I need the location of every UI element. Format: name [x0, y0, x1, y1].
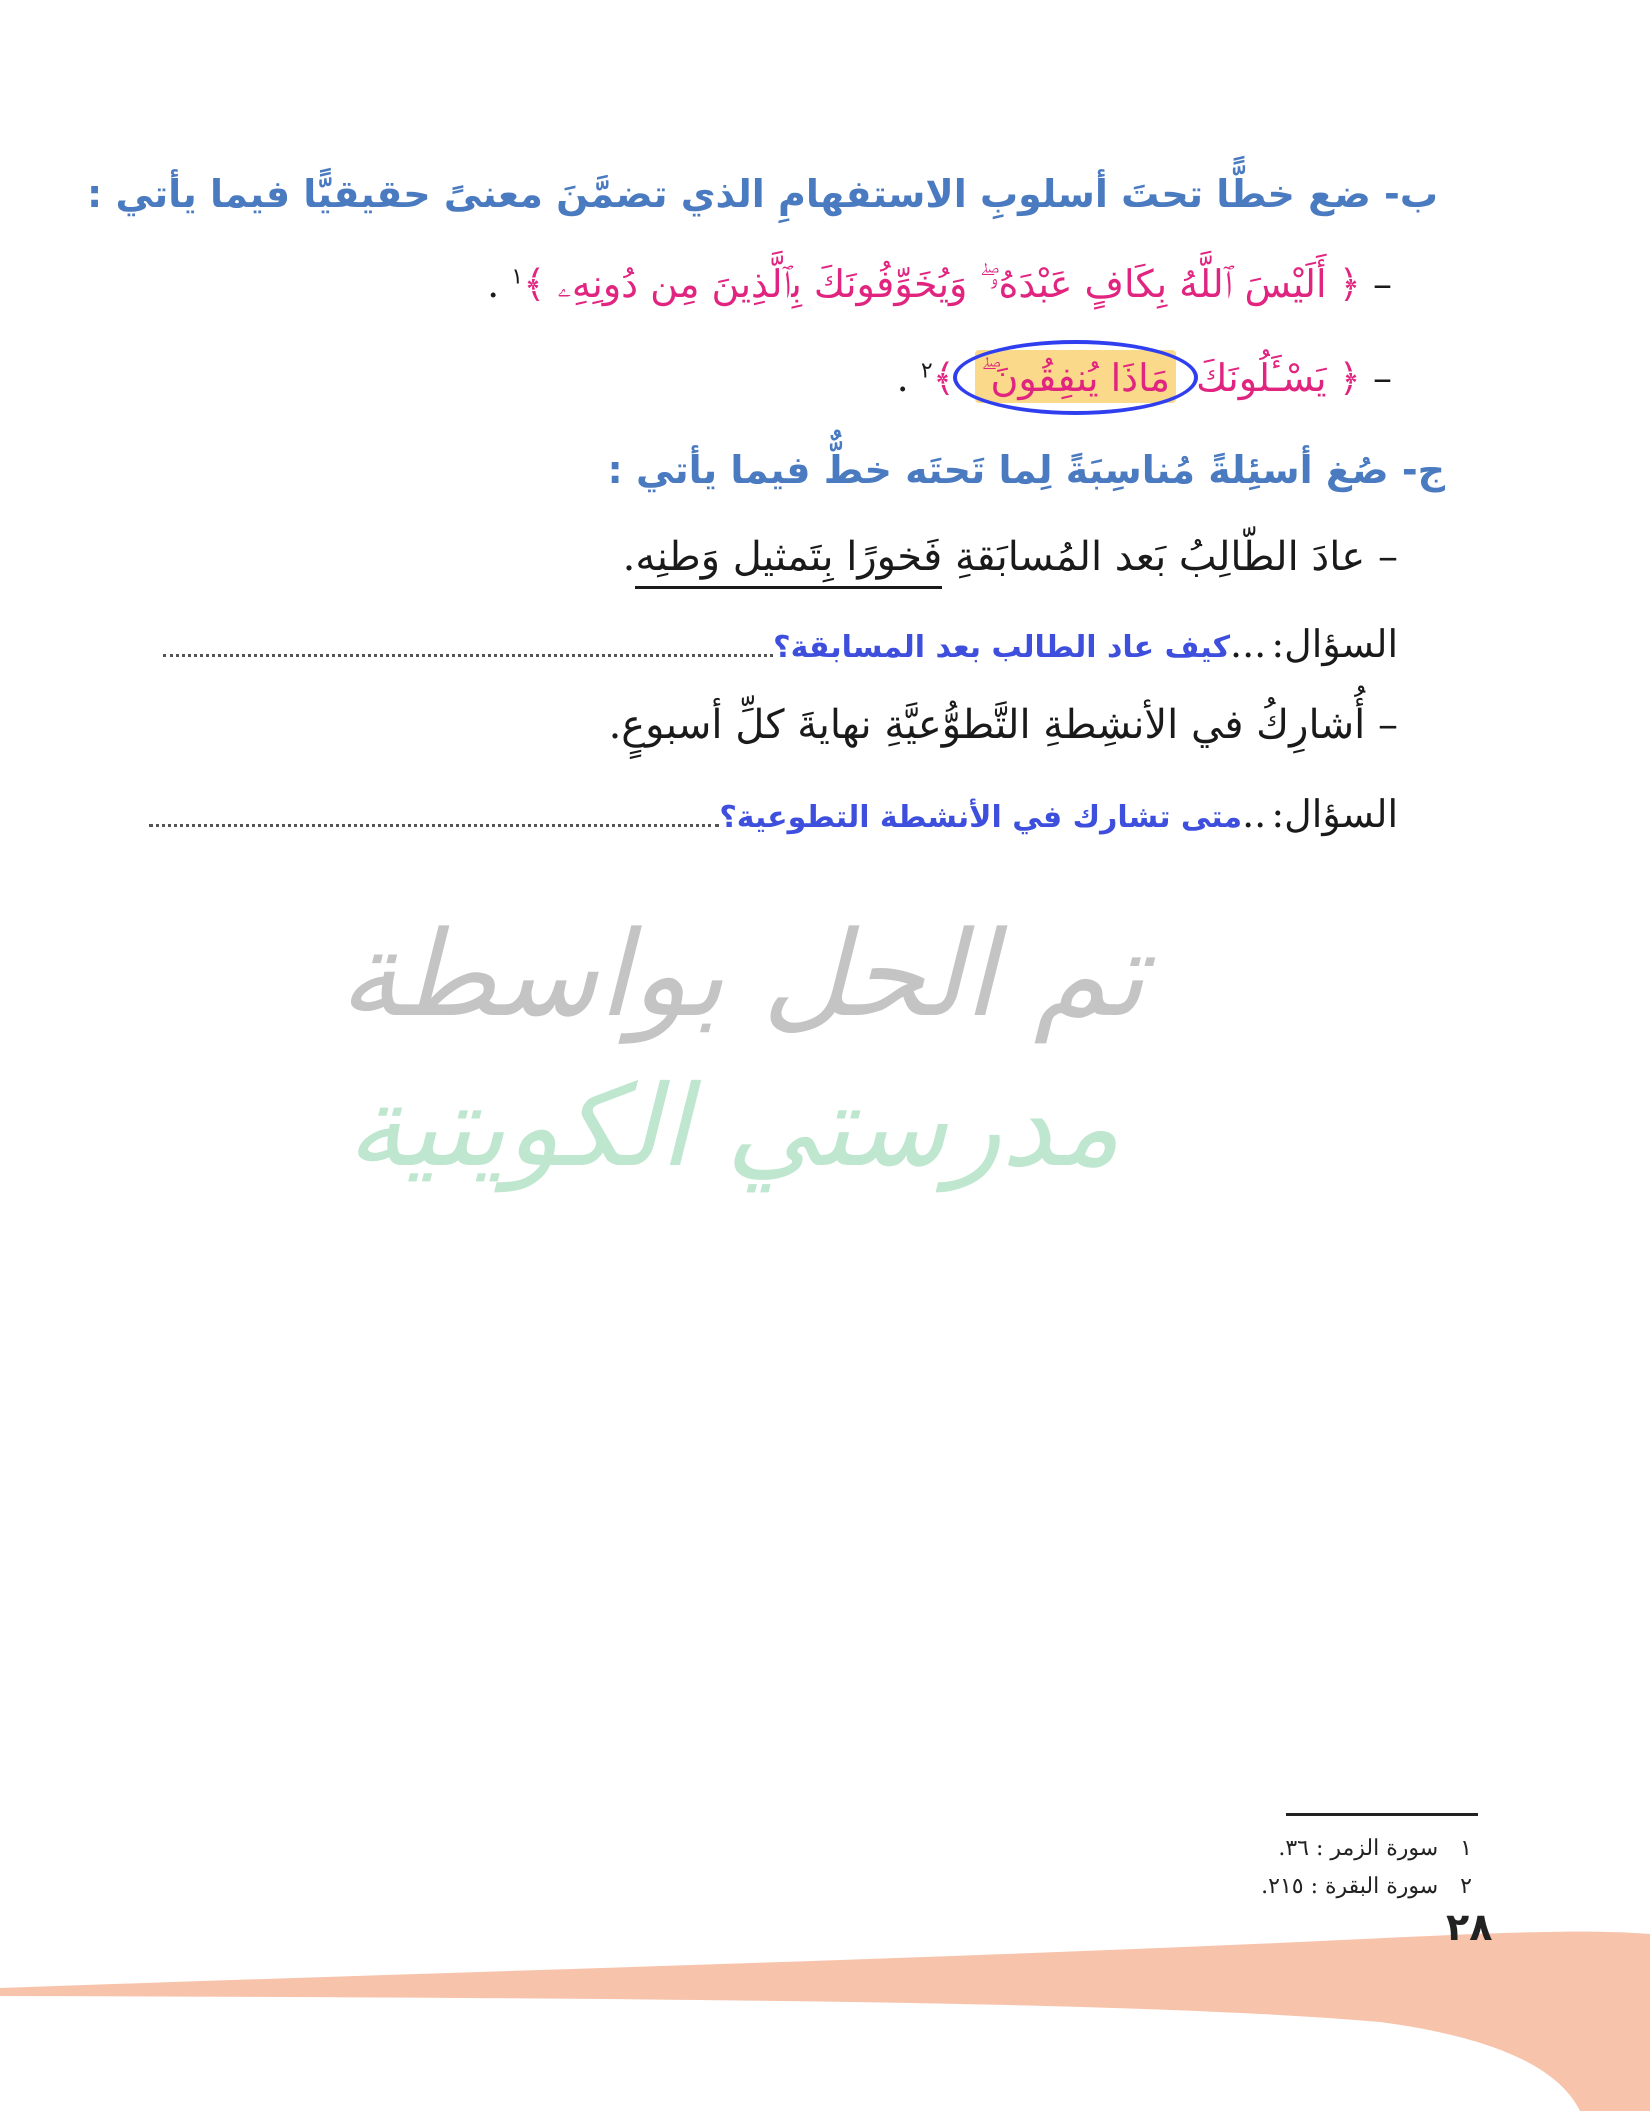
- verse-1-text: أَلَيْسَ ٱللَّهُ بِكَافٍ عَبْدَهُۥ ۖ وَيُخَوِّفُونَكَ بِٱلَّذِينَ مِن دُونِهِۦ: [557, 262, 1327, 306]
- item-2-dash: –: [1378, 702, 1398, 748]
- verse-1: [487, 262, 1392, 307]
- verse-1-close-bracket: ﴾: [523, 262, 546, 306]
- verse-2-answer-highlight: [967, 356, 1184, 401]
- verse-2-highlighted-text: مَاذَا يُنفِقُونَ ۖ: [981, 356, 1171, 400]
- question-2-answer[interactable]: متى تشارك في الأنشطة التطوعية؟: [719, 800, 1243, 835]
- item-1-dash: –: [1378, 534, 1398, 580]
- question-1-dotted-line: [163, 654, 773, 657]
- verse-2-open-bracket: ﴿: [1338, 356, 1361, 400]
- footnote-1: [1278, 1836, 1472, 1861]
- verse-1-ref: ١: [511, 264, 524, 290]
- item-1-text: عادَ الطّالِبُ بَعد المُسابَقةِ: [954, 534, 1366, 580]
- question-2-label: السؤال:: [1271, 792, 1398, 836]
- verse-2-close-bracket: ﴾: [932, 356, 955, 400]
- footnote-1-num: ١: [1460, 1836, 1472, 1861]
- verse-2-ref: ٢: [920, 358, 933, 384]
- verse-2-text-before: يَسْـَٔلُونَكَ: [1196, 356, 1327, 400]
- question-1-lead-dots: ...: [1230, 622, 1267, 666]
- watermark-line-2: مدرستي الكويتية: [346, 1062, 1120, 1192]
- question-1-label: السؤال:: [1271, 622, 1398, 666]
- section-c-heading: ج- صُغ أسئِلةً مُناسِبَةً لِما تَحتَه خطٌّ فيما يأتي :: [607, 448, 1445, 492]
- item-2: [609, 702, 1398, 748]
- question-2-lead-dots: ..: [1242, 792, 1267, 836]
- footnote-1-text: سورة الزمر : ٣٦.: [1278, 1836, 1439, 1861]
- verse-1-open-bracket: ﴿: [1338, 262, 1361, 306]
- footnote-2-num: ٢: [1460, 1874, 1472, 1899]
- verse-2: [897, 356, 1392, 401]
- verse-2-dash: –: [1373, 356, 1392, 400]
- item-1: [623, 534, 1398, 580]
- page-number: ٢٨: [1446, 1905, 1493, 1949]
- footnote-rule: [1286, 1813, 1478, 1816]
- decorative-wave: [0, 1920, 1650, 2111]
- wave-shape: [0, 1932, 1650, 2111]
- verse-2-end: .: [896, 356, 909, 400]
- verse-1-end: .: [487, 262, 500, 306]
- footnote-2-text: سورة البقرة : ٢١٥.: [1261, 1874, 1439, 1899]
- item-1-underlined: فَخورًا بِتَمثيل وَطنِه: [635, 534, 942, 589]
- question-2-dotted-line: [149, 824, 719, 827]
- footnote-2: [1261, 1874, 1472, 1899]
- item-2-text: أُشارِكُ في الأنشِطةِ التَّطوُّعيَّةِ نهايةَ كلِّ أسبوعٍ.: [608, 702, 1366, 748]
- item-1-end: .: [622, 534, 636, 580]
- question-2-row: [149, 792, 1398, 836]
- watermark-line-1: تم الحل بواسطة: [338, 905, 1145, 1043]
- question-1-row: [163, 622, 1398, 666]
- verse-1-dash: –: [1373, 262, 1392, 306]
- question-1-answer[interactable]: كيف عاد الطالب بعد المسابقة؟: [773, 630, 1231, 665]
- answer-circle: [953, 340, 1198, 415]
- section-b-heading: ب- ضع خطًّا تحتَ أسلوبِ الاستفهامِ الذي تضمَّنَ معنىً حقيقيًّا فيما يأتي :: [87, 172, 1438, 216]
